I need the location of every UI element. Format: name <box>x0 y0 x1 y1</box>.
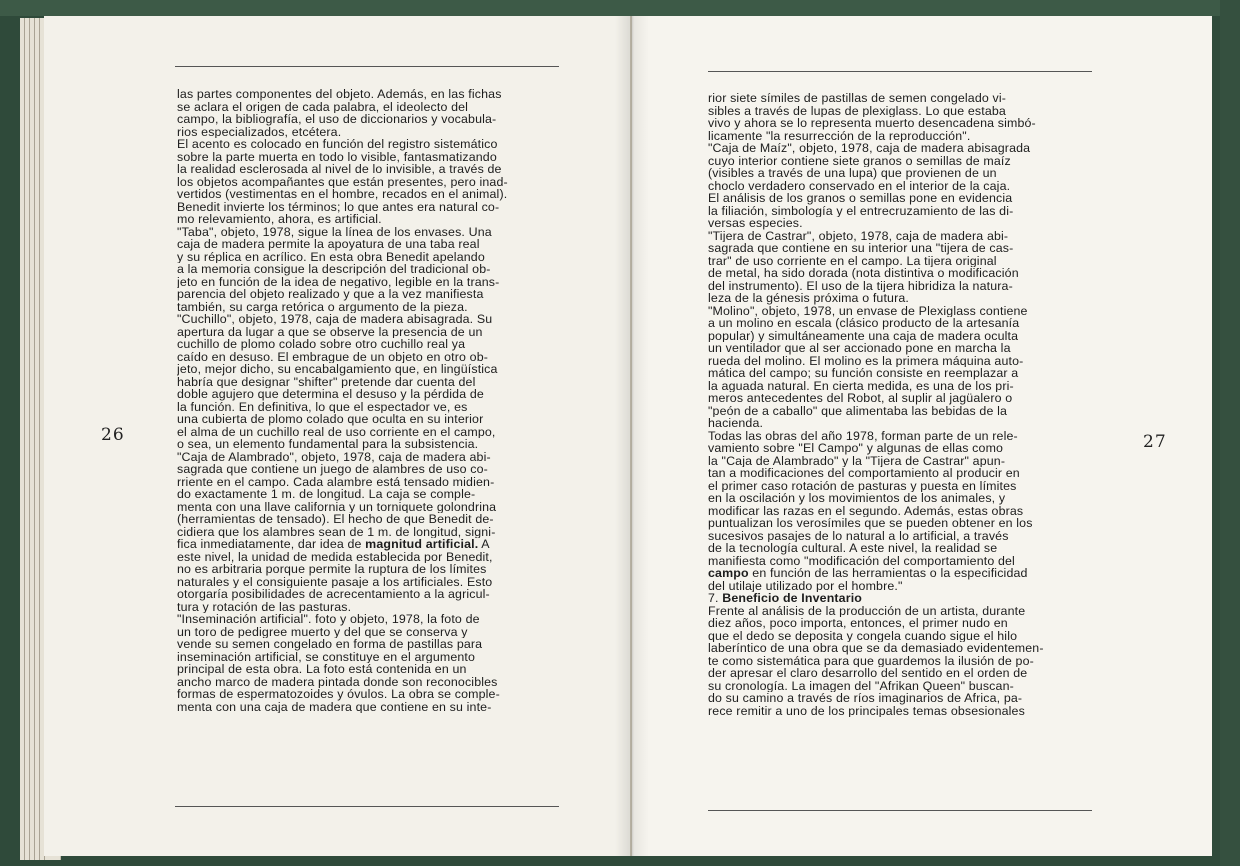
text-line: menta con una llave california y un torniquete golondrina <box>177 500 497 513</box>
text-line: popular) y simultáneamente una caja de madera oculta <box>708 329 1019 342</box>
text-line: (visibles a través de una lupa) que provienen de un <box>708 167 997 180</box>
text-line: versas especies. <box>708 217 803 230</box>
text-line: naturales y el consiguiente pasaje a los artificiales. Esto <box>177 575 493 588</box>
text-line: doble agujero que determina el desuso y la pérdida de <box>177 388 484 401</box>
text-line: jeto en función de la idea de negativo, legible en la trans- <box>177 275 500 288</box>
text-line: sibles a través de lupas de plexiglass. Lo que estaba <box>708 104 1006 117</box>
text-line: de metal, ha sido dorada (nota distintiva o modificación <box>708 267 1019 280</box>
text-line: formas de espermatozoides y óvulos. La obra se comple- <box>177 688 500 701</box>
text-line: la realidad esclerosada al nivel de lo invisible, a través de <box>177 163 502 176</box>
page-number: 26 <box>101 425 125 445</box>
text-line: ancho marco de madera pintada donde son reconocibles <box>177 675 498 688</box>
text-line: vamiento sobre "El Campo" y algunas de ellas como <box>708 442 1004 455</box>
text-line: jeto, mejor dicho, su encabalgamiento que, en lingüística <box>177 363 498 376</box>
text-line: del instrumento). El uso de la tijera hibridiza la natura- <box>708 279 1013 292</box>
text-line: no es arbitraria porque permite la ruptura de los límites <box>177 563 487 576</box>
text-line: vivo y ahora se lo representa muerto desencadena simbó- <box>708 117 1036 130</box>
text-line: "Caja de Alambrado", objeto, 1978, caja de madera abi- <box>177 450 491 463</box>
text-line: el primer caso rotación de pasturas y puesta en límites <box>708 479 1017 492</box>
text-line: y su réplica en acrílico. En esta obra Benedit apelando <box>177 250 485 263</box>
text-line: o sea, un elemento fundamental para la subsistencia. <box>177 438 479 451</box>
text-line: sobre la parte muerta en todo lo visible, fantasmatizando <box>177 150 497 163</box>
text-line: manifiesta como "modificación del comportamiento del <box>708 554 1015 567</box>
text-line: vertidos (vestimentas en el hombre, recados en el animal). <box>177 188 508 201</box>
text-line: te como sistemática para que guardemos la ilusión de po- <box>708 654 1034 667</box>
text-line: El análisis de los granos o semillas pone en evidencia <box>708 192 1013 205</box>
text-line: hacienda. <box>708 417 764 430</box>
text-line: caído en desuso. El embrague de un objeto en otro ob- <box>177 350 489 363</box>
text-line: tan a modificaciones del comportamiento al producir en <box>708 467 1020 480</box>
text-line: mo relevamiento, ahora, es artificial. <box>177 213 382 226</box>
text-line: rece remitir a uno de los principales temas obsesionales <box>708 704 1025 717</box>
text-line: el alma de un cuchillo real de uso corriente en el campo, <box>177 425 496 438</box>
right-body-text <box>708 92 1092 717</box>
text-line: choclo verdadero conservado en el interior de la caja. <box>708 179 1011 192</box>
text-line: leza de la génesis próxima o futura. <box>708 292 910 305</box>
text-line: diez años, poco importa, entonces, el primer nudo en <box>708 617 1008 630</box>
text-line: la función. En definitiva, lo que el espectador ve, es <box>177 400 468 413</box>
left-page <box>44 16 632 856</box>
text-line: sagrada que contiene un juego de alambres de uso co- <box>177 463 488 476</box>
text-line: laberíntico de una obra que se da demasiado evidentemen- <box>708 642 1044 655</box>
text-line: principal de esta obra. La foto está contenida en un <box>177 663 467 676</box>
text-line: cuyo interior contiene siete granos o semillas de maíz <box>708 154 1011 167</box>
text-line: su cronología. La imagen del "Afrikan Queen" buscan- <box>708 679 1014 692</box>
text-line: la aguada natural. En cierta medida, es una de los pri- <box>708 379 1014 392</box>
text-line: las partes componentes del objeto. Además, en las fichas <box>177 88 502 101</box>
text-line: tura y rotación de las pasturas. <box>177 600 352 613</box>
text-line: otorgaría posibilidades de acrecentamiento a la agricul- <box>177 588 490 601</box>
book-cover-edge-top <box>0 0 1240 16</box>
text-line: sucesivos pasajes de lo natural a lo artificial, a través <box>708 529 1009 542</box>
text-line: caja de madera permite la apoyatura de una taba real <box>177 238 480 251</box>
text-line: la filiación, simbología y el entrecruzamiento de las di- <box>708 204 1014 217</box>
text-line: fica inmediatamente, dar idea de magnitud artificial. A <box>177 538 490 551</box>
bottom-rule <box>708 810 1092 811</box>
text-line: sagrada que contiene en su interior una "tijera de cas- <box>708 242 1014 255</box>
text-line: licamente "la resurrección de la reproducción". <box>708 129 971 142</box>
text-line: los objetos acompañantes que están presentes, pero inad- <box>177 175 508 188</box>
text-line: una cubierta de plomo colado que oculta en su interior <box>177 413 484 426</box>
text-line: modificar las razas en el segundo. Además, estas obras <box>708 504 1024 517</box>
top-rule <box>708 71 1092 72</box>
text-line: El acento es colocado en función del registro sistemático <box>177 138 498 151</box>
text-line: "Cuchillo", objeto, 1978, caja de madera abisagrada. Su <box>177 313 493 326</box>
text-line: Benedit invierte los términos; lo que antes era natural co- <box>177 200 500 213</box>
top-rule <box>175 66 559 67</box>
text-line: de la tecnología cultural. A este nivel, la realidad se <box>708 542 998 555</box>
text-line: en la oscilación y los movimientos de los animales, y <box>708 492 1006 505</box>
text-line: meros antecedentes del Robot, al suplir al jagüalero o <box>708 392 1013 405</box>
text-line: apertura da lugar a que se observe la presencia de un <box>177 325 483 338</box>
text-line: "Molino", objeto, 1978, un envase de Plexiglass contiene <box>708 304 1028 317</box>
book-gutter <box>615 16 649 856</box>
text-line: Todas las obras del año 1978, forman parte de un rele- <box>708 429 1018 442</box>
text-line: rriente en el campo. Cada alambre está tensado midien- <box>177 475 495 488</box>
text-line: (herramientas de tensado). El hecho de que Benedit de- <box>177 513 494 526</box>
text-line: se aclara el origen de cada palabra, el ideolecto del <box>177 100 469 113</box>
text-line: do su camino a través de ríos imaginarios de Africa, pa- <box>708 692 1023 705</box>
text-line: parencia del objeto realizado y que a la vez manifiesta <box>177 288 484 301</box>
text-line: a un molino en escala (clásico producto de la artesanía <box>708 317 1020 330</box>
text-line: "Tijera de Castrar", objeto, 1978, caja de madera abi- <box>708 229 1009 242</box>
text-line: vende su semen congelado en forma de pastillas para <box>177 638 483 651</box>
text-line: rior siete símiles de pastillas de semen congelado vi- <box>708 92 1007 105</box>
text-line: un toro de pedigree muerto y del que se conserva y <box>177 625 468 638</box>
text-line: que el dedo se deposita y congela cuando sigue el hilo <box>708 629 1018 642</box>
text-line: menta con una caja de madera que contiene en su inte- <box>177 700 492 713</box>
text-line: mática del campo; su función consiste en reemplazar a <box>708 367 1019 380</box>
text-line: este nivel, la unidad de medida establecida por Benedit, <box>177 550 493 563</box>
text-line: "Taba", objeto, 1978, sigue la línea de los envases. Una <box>177 225 492 238</box>
text-line: der apresar el claro desarrollo del sentido en el orden de <box>708 667 1028 680</box>
left-body-text <box>177 88 561 713</box>
text-line: puntualizan los verosímiles que se pueden obtener en los <box>708 517 1033 530</box>
text-line: 7. Beneficio de Inventario <box>708 592 863 605</box>
text-line: "Inseminación artificial". foto y objeto, 1978, la foto de <box>177 613 480 626</box>
text-line: do exactamente 1 m. de longitud. La caja se comple- <box>177 488 476 501</box>
text-line: "Caja de Maíz", objeto, 1978, caja de madera abisagrada <box>708 142 1031 155</box>
bottom-rule <box>175 806 559 807</box>
text-line: rueda del molino. El molino es la primera máquina auto- <box>708 354 1024 367</box>
text-line: campo, la bibliografía, el uso de diccionarios y vocabula- <box>177 113 497 126</box>
text-line: cidiera que los alambres sean de 1 m. de longitud, signi- <box>177 525 496 538</box>
book-cover-edge-right <box>1220 0 1240 866</box>
right-page <box>632 16 1212 856</box>
text-line: a la memoria consigue la descripción del tradicional ob- <box>177 263 491 276</box>
text-line: un ventilador que al ser accionado pone en marcha la <box>708 342 1011 355</box>
text-line: "peón de a caballo" que alimentaba las bebidas de la <box>708 404 1008 417</box>
text-line: campo en función de las herramientas o la especificidad <box>708 567 1028 580</box>
text-line: del utilaje utilizado por el hombre." <box>708 579 903 592</box>
text-line: la "Caja de Alambrado" y la "Tijera de Castrar" apun- <box>708 454 1006 467</box>
text-line: habría que designar "shifter" pretende dar cuenta del <box>177 375 476 388</box>
text-line: inseminación artificial, se constituye en el argumento <box>177 650 476 663</box>
page-number: 27 <box>1143 432 1167 452</box>
text-line: trar" de uso corriente en el campo. La tijera original <box>708 254 997 267</box>
text-line: rios especializados, etcétera. <box>177 125 342 138</box>
text-line: cuchillo de plomo colado sobre otro cuchillo real ya <box>177 338 466 351</box>
text-line: también, su carga retórica o argumento de la pieza. <box>177 300 468 313</box>
text-line: Frente al análisis de la producción de un artista, durante <box>708 604 1026 617</box>
